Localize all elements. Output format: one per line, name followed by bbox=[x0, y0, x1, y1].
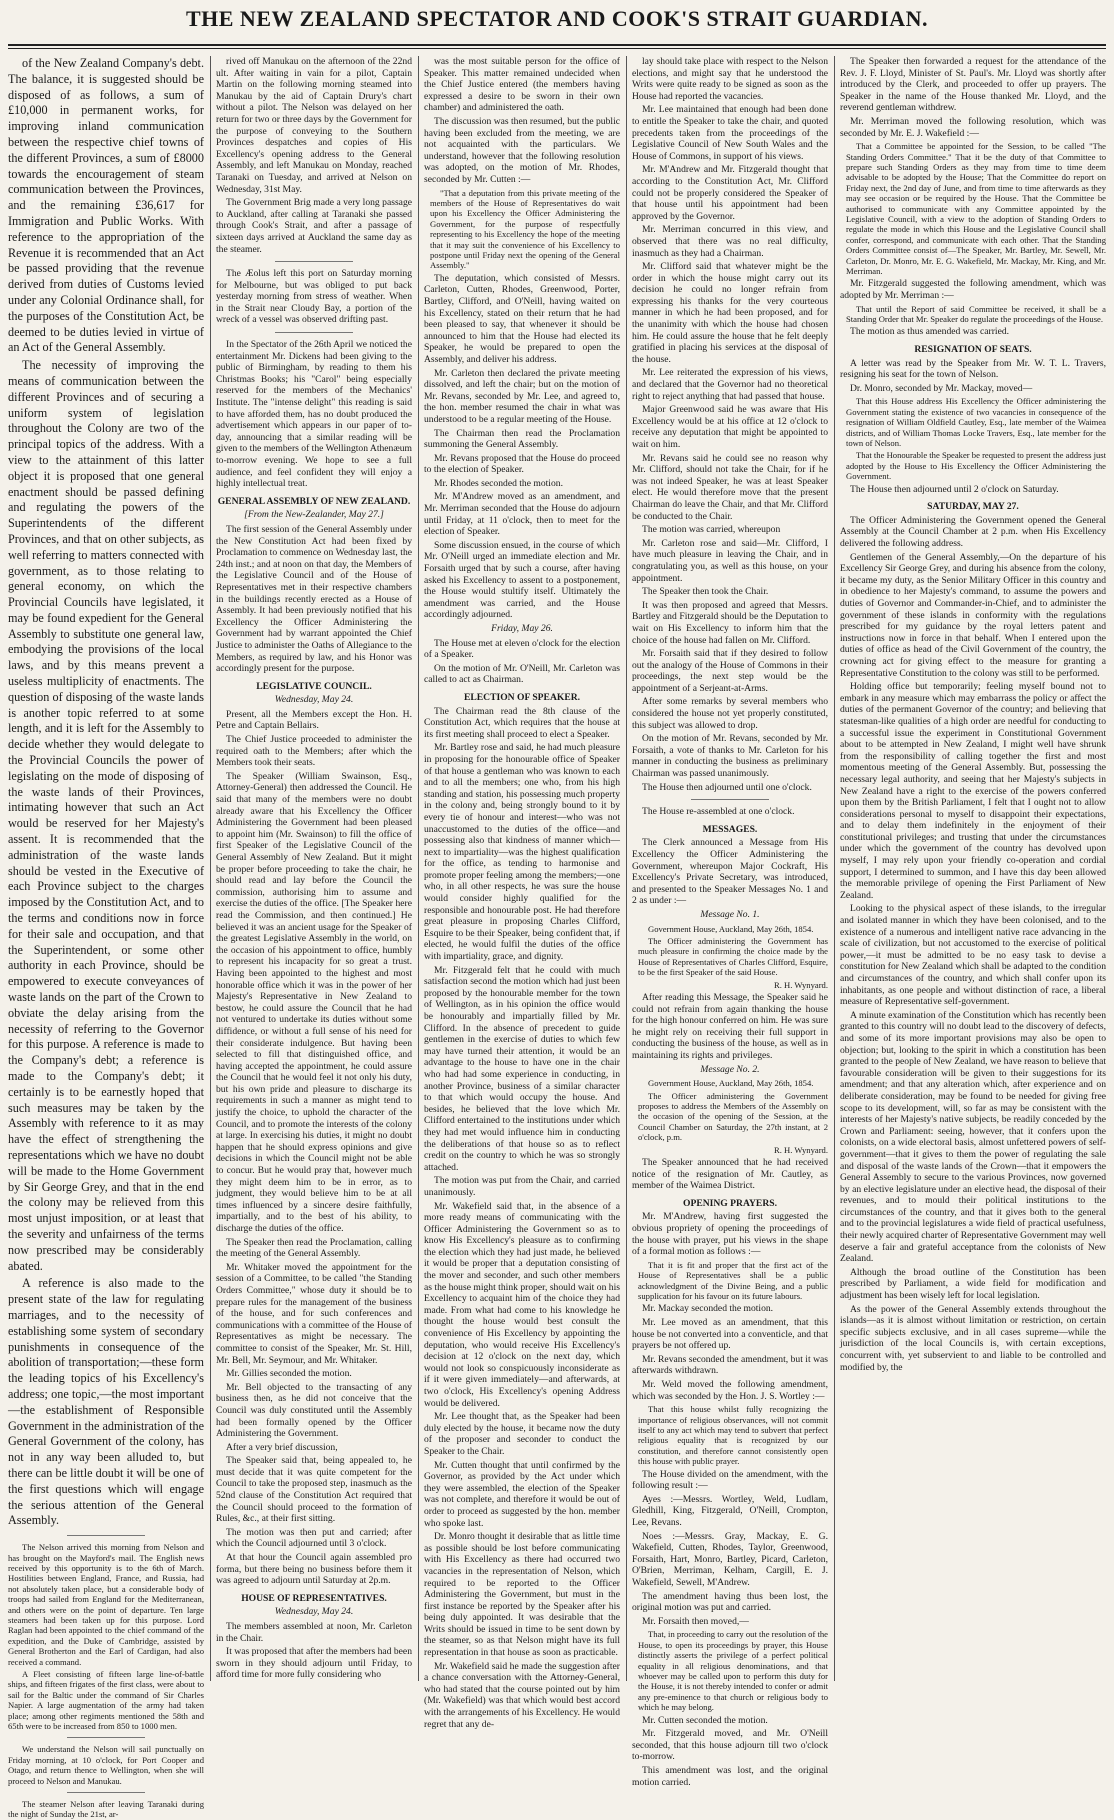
paragraph: Mr. Lee maintained that enough had been done to entitle the Speaker to take the chair, and quoted precedents taken from the proceedings of the Legislative Council of New South Wales and the House of Commons, in support of his views. bbox=[632, 104, 828, 162]
paragraph: The House met at eleven o'clock for the election of a Speaker. bbox=[424, 637, 620, 661]
paragraph: The House then adjourned until one o'clock. bbox=[642, 781, 812, 793]
paragraph: The steamer Nelson after leaving Taranaki during the night of Sunday the 21st, ar- bbox=[8, 1799, 204, 1820]
paragraph: Mr. Revans seconded the amendment, but it was afterwards withdrawn. bbox=[632, 1353, 828, 1377]
paragraph: Mr. M'Andrew, having first suggested the obvious propriety of opening the proceedings of the house with prayer, put his views in the shape of a formal motion as follows :— bbox=[632, 1211, 828, 1258]
paragraph: We understand the Nelson will sail punctually on Friday morning, at 10 o'clock, for Port Cooper and Otago, and return thence to Wellington, when she will proceed to Nelson and Manukau. bbox=[8, 1744, 204, 1786]
section-heading: ELECTION OF SPEAKER. bbox=[463, 691, 581, 703]
paragraph: Mr. Carleton rose and said—Mr. Clifford, I have much pleasure in leaving the Chair, and in congratulating you, as well as this house, on your appointment. bbox=[632, 537, 828, 584]
paragraph: Major Greenwood said he was aware that His Excellency would be at his office at 12 o'clock to receive any deputation that might be appointed to wait on him. bbox=[632, 404, 828, 450]
message-signature: R. H. Wynyard. bbox=[774, 1144, 828, 1155]
paragraph: A Fleet consisting of fifteen large line-of-battle ships, and fifteen frigates of the first class, were about to sail for the Baltic under the command of Sir Charles Napier. A large augmentation of the army had taken place; among other regiments mentioned the 58th and 65th were to be increased from 850 to 1000 men. bbox=[8, 1668, 204, 1732]
paragraph: rived off Manukau on the afternoon of the 22nd ult. After waiting in vain for a pilot, Captain Martin on the following morning steamed into Manukau by the aid of Captain Drury's chart without a pilot. The Nelson was delayed on her return for two or three days by the Government for the purpose of conveying to the Southern Provinces despatches and copies of His Excellency's opening address to the General Assembly, and left Manukau on Monday, reached Taranaki on Tuesday, and arrived at Nelson on Wednesday, 31st May. bbox=[216, 56, 412, 195]
paragraph: On the motion of Mr. O'Neill, Mr. Carleton was called to act as Chairman. bbox=[424, 662, 620, 686]
masthead: THE NEW ZEALAND SPECTATOR AND COOK'S STRAIT GUARDIAN. bbox=[185, 6, 929, 31]
section-heading: HOUSE OF REPRESENTATIVES. bbox=[241, 1592, 387, 1604]
paragraph: Mr. Wakefield said that, in the absence of a more ready means of communicating with the Officer Administering the Government so as to know His Excellency's pleasure as to confirming the election which they had just made, he believed it would be proper that a deputation consisting of the mover and seconder, and such other members as the house might think proper, should wait on his Excellency to acquaint him of the choice they had made. From what had come to his knowledge he thought the house would best consult the convenience of His Excellency by appointing the deputation, who would receive His Excellency's decision at 12 o'clock on the next day, which would not look so conspicuously inconsiderate as if it were given immediately—and afterwards, at two o'clock, His Excellency's opening Address would be delivered. bbox=[424, 1200, 620, 1409]
paragraph: of the New Zealand Company's debt. The balance, it is suggested should be disposed of as follows, a sum of £10,000 in permanent works, for improving inland communication between the respective chief towns of the different Provinces, a sum of £8000 towards the encouragement of steam communication between the Provinces, and the remaining £36,617 for Immigration and Public Works. With reference to the appropriation of the Revenue it is recommended that an Act be passed providing that the revenue derived from duties of Customs levied under any Colonial Ordinance shall, for the purposes of the Constitution Act, be deemed to be duties levied in virtue of an Act of the General Assembly. bbox=[8, 56, 204, 355]
paragraph: The motion was put from the Chair, and carried unanimously. bbox=[424, 1175, 620, 1198]
section-heading: LEGISLATIVE COUNCIL. bbox=[256, 680, 372, 692]
divider bbox=[67, 1737, 145, 1738]
paragraph: After some remarks by several members who considered the house not yet properly constituted, this subject was allowed to drop. bbox=[632, 696, 828, 731]
paragraph: Ayes :—Messrs. Wortley, Weld, Ludlam, Gledhill, King, Fitzgerald, O'Neill, Crompton, Lee, Revans. bbox=[632, 1493, 828, 1528]
column-divider bbox=[834, 56, 835, 1681]
paragraph: Mr. M'Andrew and Mr. Fitzgerald thought that according to the Constitution Act, Mr. Clifford could not be properly considered the Speaker of that house until his appointment had been approved by the Governor. bbox=[632, 164, 828, 222]
paragraph: The Speaker announced that he had received notice of the resignation of Mr. Cautley, as member of the Waimea District. bbox=[632, 1157, 828, 1192]
divider bbox=[67, 1535, 145, 1536]
quoted-resolution: That it is fit and proper that the first act of the House of Representatives shall be a public acknowledgment of the Divine Being, and a public supplication for his favour on its future labours. bbox=[638, 1259, 828, 1301]
column-2 bbox=[216, 56, 412, 1681]
paragraph: Mr. Carleton then declared the private meeting dissolved, and left the chair; but on the motion of Mr. Revans, seconded by Mr. Lee, and agreed to, the hon. member resumed the chair in what was understood to be a regular meeting of the House. bbox=[424, 367, 620, 425]
paragraph: Mr. Lee moved as an amendment, that this house be not converted into a conventicle, and that prayers be not offered up. bbox=[632, 1316, 828, 1352]
message-body: The Officer administering the Government proposes to address the Members of the Assembly on the occasion of the opening of the Session, at the Council Chamber on Saturday, the 27th instant, at 2 o'clock, p.m. bbox=[638, 1090, 828, 1143]
paragraph: Although the broad outline of the Constitution has been prescribed by Parliament, a wide field for modification and adjustment has been wisely left for local legislation. bbox=[840, 1266, 1106, 1302]
paragraph: Dr. Monro thought it desirable that as little time as possible should be lost before communicating with His Excellency as there had occurred two vacancies in the representation of Nelson, which required to be reported to the Officer Administering the Government, but must in the first instance be reported by the Speaker after his being duly appointed. It was desirable that the Writs should be issued in time to be sent down by the steamer, so as that Nelson might have its full representation in that house as soon as practicable. bbox=[424, 1531, 620, 1659]
section-subheading: Wednesday, May 24. bbox=[274, 1606, 354, 1618]
paragraph: This amendment was lost, and the original motion carried. bbox=[632, 1764, 828, 1788]
divider bbox=[691, 799, 769, 800]
paragraph: Gentlemen of the General Assembly,—On the departure of his Excellency Sir George Grey, and during his absence from the colony, it became my duty, as the Senior Military Officer in this country and in obedience to her Majesty's command, to assume the powers and duties of Governor and Commander-in-Chief, and to administer the government of these islands in conformity with the regulations prescribed for my guidance by the royal letters patent and instructions now in force in that behalf. When I entered upon the duties of office as head of the Civil Government of the country, the crowning act for giving effect to the measure for granting a Representative Constitution to the colony was still to be performed. bbox=[840, 551, 1106, 679]
section-heading: OPENING PRAYERS. bbox=[683, 1197, 777, 1209]
paragraph: Dr. Monro, seconded by Mr. Mackay, moved— bbox=[850, 382, 1033, 394]
quoted-resolution: That the Honourable the Speaker be requested to present the address just adopted by the House to His Excellency the Officer Administering the Government. bbox=[846, 450, 1106, 482]
paragraph: The motion as thus amended was carried. bbox=[850, 326, 1010, 338]
paragraph: Mr. Merriman concurred in this view, and observed that there was no real difficulty, inasmuch as they had a Chairman. bbox=[632, 224, 828, 259]
paragraph: Mr. Fitzgerald suggested the following amendment, which was adopted by Mr. Merriman :— bbox=[840, 278, 1106, 302]
paragraph: Looking to the physical aspect of these islands, to the irregular and isolated manner in which they have been colonised, and to the existence of a numerous and intelligent native race advancing in the scale of civilization, but not accustomed to the exercise of political power,—it must be admitted to be no easy task to devise a constitution for New Zealand which shall be adapted to the condition and circumstances of the country, and which shall confer upon its inhabitants, as one people and without distinction of race, a liberal measure of Representative self-government. bbox=[840, 903, 1106, 1008]
paragraph: The motion was carried, whereupon bbox=[642, 524, 781, 536]
paragraph: Mr. Cutten seconded the motion. bbox=[642, 1714, 768, 1726]
section-heading: SATURDAY, MAY 27. bbox=[927, 501, 1019, 513]
paragraph: It was proposed that after the members had been sworn in they should adjourn until Friday, to afford time for more fully considering who bbox=[216, 1646, 412, 1681]
paragraph: A minute examination of the Constitution which has recently been granted to this country will no doubt lead to the discovery of defects, and some of its more important provisions may also be open to objection; but, looking to the spirit in which a constitution has been granted to the people of New Zealand, we have reason to believe that favourable consideration will be given to their suggestions for its amendment; and that any alteration which, after experience and on deliberate consideration, may be found to be needed for giving free scope to its development, will, so far as may be consistent with the interests of her Majesty's native subjects, be readily conceded by the Crown and Parliament: seeing, however, that it confers upon the colonists, on a wide electoral basis, almost unfettered powers of self-government—that it gives to them the power of regulating the sale and disposal of the waste lands of the Crown—that it empowers the General Assembly to secure to the various Provinces, now governed by an elective legislature under an elective head, the disposal of their revenues, and to mould their political institutions to the circumstances of the country, and that it gives both to the general and to the provincial legislatures a wide field of practical usefulness, their newly acquired charter of Representative Government may well deserve a fair and grateful acceptance from the colonists of New Zealand. bbox=[840, 1009, 1106, 1265]
paragraph: Mr. Bartley rose and said, he had much pleasure in proposing for the honourable office of Speaker of that house a gentleman who was known to each and to all the members; one who, from his high standing and station, his possessing much property in the colony and, being strongly bound to it by every tie of honour and interest—who was not unaccustomed to the duties of the office—and possessing also that kindness of manner which—next to impartiality—was the highest qualification for the office, as tending to harmonise and promote proper feeling among the members;—one who, in all other respects, he was sure the house would consider highly qualified for the responsible and honourable post. He had therefore great pleasure in proposing Charles Clifford, Esquire to be their Speaker, being confident that, if elected, he would fulfil the duties of the office with impartiality, grace, and dignity. bbox=[424, 742, 620, 963]
quoted-resolution: That until the Report of said Committee be received, it shall be a Standing Order that Mr. Speaker do regulate the proceedings of the House. bbox=[846, 303, 1106, 325]
paragraph: Mr. Forsaith said that if they desired to follow out the analogy of the House of Commons in their proceedings, the next step would be the appointment of a Serjeant-at-Arms. bbox=[632, 648, 828, 694]
quoted-resolution: That this House address His Excellency the Officer administering the Government stating the existence of two vacancies in consequence of the resignation of William Oldfield Cautley, Esq., late member of the Waimea districts, and of William Thomas Locke Travers, Esq., late member for the town of Nelson. bbox=[846, 396, 1106, 449]
column-divider bbox=[210, 56, 211, 1681]
paragraph: The necessity of improving the means of communication between the different Provinces and of securing a uniform system of legislation throughout the Colony are two of the principal topics of the address. With a view to the attainment of this latter object it is proposed that one general enactment should be passed defining and regulating the powers of the Superintendents of the different Provinces, and that on other subjects, as well referring to matters connected with government, as to those relating to general economy, on which the Provincial Councils have legislated, it may be found expedient for the General Assembly to substitute one general law, embodying the provisions of the local laws, and by this means prevent a useless multiplicity of enactments. The question of disposing of the waste lands is another topic referred to at some length, and it is left for the Assembly to decide whether they would delegate to the Provincial Councils the power of legislating on the mode of disposing of the waste lands of their Provinces, intimating however that such an Act would be reserved for her Majesty's assent. It is recommended that the administration of the waste lands should be vested in the Executive of each Province subject to the charges imposed by the Constitution Act, and to the terms and conditions now in force for their sale and occupation, and that the Superintendent, or some other authority in each Province, should be empowered to execute conveyances of waste lands on the part of the Crown to obviate the delay arising from the necessity of referring to the Governor for this purpose. A reference is made to the Company's debt; a reference is made to the Company's debt; it certainly is to be earnestly hoped that such measures may be taken by the Assembly with reference to it as may have the effect of strengthening the representations which we have no doubt will be made to the Home Government by Sir George Grey, and that in the end the colony may be relieved from this most unjust imposition, or at least that the severity and unfairness of the terms now prescribed may be considerably abated. bbox=[8, 358, 204, 1273]
paragraph: Mr. Lee reiterated the expression of his views, and declared that the Governor had no theoretical right to reject anything that had passed that house. bbox=[632, 367, 828, 402]
paragraph: Mr. Gillies seconded the motion. bbox=[226, 1368, 352, 1380]
paragraph: The House then adjourned until 2 o'clock on Saturday. bbox=[850, 483, 1059, 495]
paragraph: Mr. Bell objected to the transacting of any business then, as he did not conceive that the Council was duly constituted until the Assembly had been formally opened by the Officer Administering the Government. bbox=[216, 1381, 412, 1440]
section-heading: GENERAL ASSEMBLY OF NEW ZEALAND. bbox=[217, 495, 411, 507]
paragraph: The Officer Administering the Government opened the General Assembly at the Council Chamber at 2 p.m. when His Excellency delivered the following address. bbox=[840, 514, 1106, 550]
section-subheading: Friday, May 26. bbox=[491, 623, 553, 634]
divider bbox=[67, 1792, 145, 1793]
paragraph: Mr. Fitzgerald moved, and Mr. O'Neill seconded, that this house adjourn till two o'clock to-morrow. bbox=[632, 1728, 828, 1763]
message-signature: R. H. Wynyard. bbox=[774, 979, 828, 990]
paragraph: Mr. Forsaith then moved,— bbox=[642, 1615, 749, 1627]
paragraph: Mr. M'Andrew moved as an amendment, and Mr. Merriman seconded that the House do adjourn until Friday, at 11 o'clock, then to meet for the election of Speaker. bbox=[424, 491, 620, 538]
message-dateline: Government House, Auckland, May 26th, 1854. bbox=[648, 923, 814, 934]
message-heading: Message No. 2. bbox=[700, 1063, 760, 1075]
quoted-resolution: "That a deputation from this private meeting of the members of the House of Representatives do wait upon his Excellency the Officer Administering the Government, for the purpose of respectfully representing to his Excellency the hope of the meeting that it may suit the convenience of his Excellency to postpone until Friday next the opening of the General Assembly." bbox=[430, 187, 620, 271]
column-divider bbox=[626, 56, 627, 1681]
paragraph: Mr. Mackay seconded the motion. bbox=[642, 1303, 774, 1315]
paragraph: Mr. Clifford said that whatever might be the order in which the house might carry out its decision he could no longer refrain from expressing his thanks for the very courteous manner in which he had been proposed, and for the unanimity with which the house had chosen him. He could assure the house that he felt deeply gratified in placing his services at the disposal of the house. bbox=[632, 261, 828, 365]
paragraph: Some discussion ensued, in the course of which Mr. O'Neill urged an immediate election and Mr. Forsaith urged that by such a course, after having asked his Excellency to assent to a postponement, the House would stultify itself. Ultimately the amendment was carried, and the House accordingly adjourned. bbox=[424, 539, 620, 621]
paragraph: The Nelson arrived this morning from Nelson and has brought on the Mayford's mail. The English news received by this opportunity is to the 6th of March. Hostilities between England, France, and Russia, had not absolutely taken place, but a considerable body of troops had sailed from England for the Mediterranean, and others were on the point of departure. Ten large steamers had been taken up for this purpose. Lord Raglan had been appointed to the chief command of the expedition, and the Duke of Cambridge, assisted by General Brotherton and the Earl of Cardigan, had also received a command. bbox=[8, 1542, 204, 1667]
section-heading: RESIGNATION OF SEATS. bbox=[914, 344, 1032, 356]
paragraph: Noes :—Messrs. Gray, Mackay, E. G. Wakefield, Cutten, Rhodes, Taylor, Greenwood, Forsaith, Hart, Monro, Bartley, Picard, Carleton, O'Brien, Merriman, Kelham, Cargill, E. J. Wakefield, Sewell, M'Andrew. bbox=[632, 1530, 828, 1588]
paragraph: lay should take place with respect to the Nelson elections, and might say that he understood the Writs were quite ready to be signed as soon as the House had reported the vacancies. bbox=[632, 56, 828, 102]
paragraph: The Speaker said that, being appealed to, he must decide that it was quite competent for the Council to take the proposed step, inasmuch as the 52nd clause of the Constitution Act required that the Council should proceed to the formation of Rules, &c., at their first sitting. bbox=[216, 1455, 412, 1525]
paragraph: The Speaker then read the Proclamation, calling the meeting of the General Assembly. bbox=[216, 1236, 412, 1260]
quoted-resolution: That this house whilst fully recognizing the importance of religious observances, will not commit itself to any act which may tend to subvert that perfect religious equality that is recognized by our constitution, and therefore cannot consistently open this house with public prayer. bbox=[638, 1404, 828, 1467]
paragraph: The discussion was then resumed, but the public having been excluded from the meeting, we are not acquainted with the particulars. We understand, however that the following resolution was adopted, on the motion of Mr. Rhodes, seconded by Mr. Cutten :— bbox=[424, 115, 620, 185]
message-body: The Officer administering the Government has much pleasure in confirming the choice made by the House of Representatives of Charles Clifford, Esquire, to be the first Speaker of the said House. bbox=[638, 935, 828, 978]
message-dateline: Government House, Auckland, May 26th, 1854. bbox=[648, 1078, 814, 1089]
paragraph: The Clerk announced a Message from His Excellency the Officer Administering the Government, whereupon Major Cockraft, His Excellency's Private Secretary, was introduced, and presented to the Speaker Messages No. 1 and 2 as under :— bbox=[632, 837, 828, 907]
paragraph: Mr. Fitzgerald felt that he could with much satisfaction second the motion which had just been proposed by the honourable member for the town of Wellington, as in his opinion the office would be honourably and impartially filled by Mr. Clifford. In the absence of precedent to guide gentlemen in the exercise of duties to which few may have turned their attention, it would be an advantage to the house to have one in the chair who had had some experience in conducting, in another Province, business of a similar character to that which would occupy the house. And besides, he believed that the love which Mr. Clifford entertained to the institutions under which they had met would influence him in conducting the deliberations of that house so as to reflect credit on the country to which he was so strongly attached. bbox=[424, 964, 620, 1173]
paragraph: The Speaker (William Swainson, Esq., Attorney-General) then addressed the Council. He said that many of the members were no doubt already aware that his Excellency the Officer Administering the Government had been pleased to appoint him (Mr. Swainson) to fill the office of first Speaker of the Legislative Council of the General Assembly of New Zealand. But it might be proper before proceeding to take the chair, he should read and lay before the Council the commission, authorising him to assume and exercise the duties of the office. [The Speaker here read the Commission, and then continued.] He believed it was an ancient usage for the Speaker of the greatest Legislative Assembly in the world, on the occasion of his appointment to office, humbly to represent his incapacity for so great a trust. Having been appointed to the highest and most honorable office which it was in the power of her Majesty's Representative in New Zealand to bestow, he could assure the Council that he had not ventured to undertake its duties without some diffidence, or without a full sense of his need for their considerate indulgence. But having been selected to fill that distinguished office, and having accepted the appointment, he could assure the Council that he would feel it not only his duty, but his own pride and pleasure to discharge its requirements in such a manner as might tend to justify the choice, to uphold the character of the Council, and to promote the interests of the colony at large. In exercising his duties, it might no doubt happen that he should express opinions and give decisions in which the Council might not be able to concur. But he would pray that, however much they might deem him to be in error, as to judgment, they would believe him to be at all times influenced by a sincere desire faithfully, impartially, and to the best of his ability, to discharge the duties of the office. bbox=[216, 770, 412, 1234]
column-4 bbox=[632, 56, 828, 1788]
paragraph: The Speaker then took the Chair. bbox=[642, 586, 769, 598]
paragraph: Present, all the Members except the Hon. H. Petre and Captain Bellairs. bbox=[216, 708, 412, 732]
paragraph: Mr. Weld moved the following amendment, which was seconded by the Hon. J. S. Wortley :— bbox=[632, 1378, 828, 1402]
paragraph: The motion was then put and carried; after which the Council adjourned until 3 o'clock. bbox=[216, 1526, 412, 1550]
paragraph: Mr. Revans proposed that the House do proceed to the election of Speaker. bbox=[424, 452, 620, 476]
paragraph: A reference is also made to the present state of the law for regulating marriages, and to the necessity of establishing some system of secondary punishments in consequence of the abolition of transportation;—these form the leading topics of his Excellency's address; one topic,—the most important—the establishment of Responsible Government in the administration of the General Government of the colony, has not in any way been alluded to, but there can be little doubt it will be one of the first questions which will engage the serious attention of the General Assembly. bbox=[8, 1276, 204, 1528]
quoted-resolution: That a Committee be appointed for the Session, to be called "The Standing Orders Committee." That it be the duty of that Committee to prepare such Standing Orders as they may from time to time deem advisable to be adopted by the House; That the Committee do report on Friday next, the 2nd day of June, and from time to time afterwards as they may see occasion or be required by the House. That the Committee be authorised to communicate with any Committee appointed by the Legislative Council, with a view to the adoption of Standing Orders to regulate the mode in which this House and the Legislative Council shall confer, correspond, and communicate with each other. That the Standing Orders Committee consist of—The Speaker, Mr. Bartley, Mr. Sewell, Mr. Carleton, Dr. Monro, Mr. E. G. Wakefield, Mr. Mackay, Mr. King, and Mr. Merriman. bbox=[846, 141, 1106, 277]
column-3 bbox=[424, 56, 620, 1730]
paragraph: The Speaker then forwarded a request for the attendance of the Rev. J. F. Lloyd, Minister of St. Paul's. Mr. Lloyd was shortly after introduced by the Clerk, and proceeded to offer up prayers. The Speaker in the name of the House thanked Mr. Lloyd, and the reverend gentleman withdrew. bbox=[840, 56, 1106, 114]
paragraph: The Chairman read the 8th clause of the Constitution Act, which requires that the house at its first meeting shall proceed to elect a Speaker. bbox=[424, 705, 620, 740]
paragraph: The House divided on the amendment, with the following result :— bbox=[632, 1468, 828, 1492]
paragraph: After a very brief discussion, bbox=[226, 1441, 338, 1453]
section-subheading: [From the New-Zealander, May 27.] bbox=[244, 509, 384, 521]
section-heading: MESSAGES. bbox=[702, 823, 758, 835]
paragraph: At that hour the Council again assembled pro forma, but there being no business before them it was agreed to adjourn until Saturday at 2p.m. bbox=[216, 1552, 412, 1587]
divider bbox=[275, 261, 353, 262]
masthead-rule bbox=[8, 44, 1106, 46]
paragraph: After reading this Message, the Speaker said he could not refrain from again thanking the house for the high honour conferred on him. He was sure he might rely on receiving their full support in conducting the business of the house, as well as in maintaining its rights and privileges. bbox=[632, 992, 828, 1061]
paragraph: The deputation, which consisted of Messrs. Carleton, Cutten, Rhodes, Greenwood, Porter, Bartley, Clifford, and O'Neill, having waited on his Excellency, stated on their return that he had been pleased to say, that whenever it should be announced to him that the House had elected its Speaker, he would be prepared to open the Assembly, and deliver his address. bbox=[424, 272, 620, 365]
paragraph: The first session of the General Assembly under the New Constitution Act had been fixed by Proclamation to commence on Wednesday last, the 24th inst.; and at noon on that day, the Members of the Legislative Council and of the House of Representatives met in their respective chambers in the buildings recently erected as a House of Assembly. It had been previously notified that his Excellency the Officer Administering the Government had by warrant appointed the Chief Justice to administer the Oaths of Allegiance to the Members, as required by law, and his Honor was accordingly present for the purpose. bbox=[216, 523, 412, 675]
paragraph: As the power of the General Assembly extends throughout the islands—as it is almost without limitation or restriction, on certain specific subjects exclusive, and in all cases supreme—while the jurisdiction of the local Councils is, with certain exceptions, concurrent with, yet subservient to and liable to be controlled and modified by, the bbox=[840, 1303, 1106, 1373]
paragraph: The amendment having thus been lost, the original motion was put and carried. bbox=[632, 1590, 828, 1614]
paragraph: Mr. Merriman moved the following resolution, which was seconded by Mr. E. J. Wakefield :— bbox=[840, 115, 1106, 139]
paragraph: The Government Brig made a very long passage to Auckland, after calling at Taranaki she passed through Cook's Strait, and after a passage of sixteen days arrived at Auckland the same day as the steamer. bbox=[216, 197, 412, 255]
divider bbox=[275, 332, 353, 333]
quoted-resolution: That, in proceeding to carry out the resolution of the House, to open its proceedings by prayer, this House distinctly asserts the privilege of a perfect political equality in all religious denominations, and that whoever may be called upon to perform this duty for the House, it is not thereby intended to confer or admit any pre-eminence to that church or religious body to which he may belong. bbox=[638, 1629, 828, 1713]
paragraph: In the Spectator of the 26th April we noticed the entertainment Mr. Dickens had been giving to the public of Birmingham, by reading to them his Christmas Books; his "Carol" being especially reserved for the members of the Mechanics' Institute. The "intense delight" this reading is said to have afforded them, has no doubt produced the advertisement which appears in our paper of to-day, announcing that a similar reading will be given to the members of the Wellington Athenæum to-morrow evening. We hope to see a full audience, and feel confident they will enjoy a highly intellectual treat. bbox=[216, 339, 412, 490]
paragraph: Mr. Whitaker moved the appointment for the session of a Committee, to be called "the Standing Orders Committee," whose duty it should be to prepare rules for the management of the business of the house, and for such conferences and communications with a committee of the House of Representatives as might be necessary. The committee to consist of the Speaker, Mr. St. Hill, Mr. Bell, Mr. Seymour, and Mr. Whitaker. bbox=[216, 1261, 412, 1366]
paragraph: The House re-assembled at one o'clock. bbox=[642, 806, 795, 818]
paragraph: On the motion of Mr. Revans, seconded by Mr. Forsaith, a vote of thanks to Mr. Carleton for his manner in conducting the business as preliminary Chairman was passed unanimously. bbox=[632, 733, 828, 780]
section-subheading: Wednesday, May 24. bbox=[274, 694, 354, 706]
column-1 bbox=[8, 56, 204, 1820]
message-heading: Message No. 1. bbox=[700, 908, 760, 920]
paragraph: The Chairman then read the Proclamation summoning the General Assembly. bbox=[424, 427, 620, 451]
column-5 bbox=[840, 56, 1106, 1681]
paragraph: Mr. Revans said he could see no reason why Mr. Clifford, should not take the Chair, for if he was not indeed Speaker, he was at least Speaker elect. He would therefore move that the present Chairman do leave the Chair, and that Mr. Clifford be conducted to the Chair. bbox=[632, 452, 828, 522]
paragraph: Mr. Rhodes seconded the motion. bbox=[434, 477, 563, 489]
paragraph: A letter was read by the Speaker from Mr. W. T. L. Travers, resigning his seat for the town of Nelson. bbox=[840, 357, 1106, 381]
paragraph: Holding office but temporarily; feeling myself bound not to embark in any measure which may embarrass the policy or affect the duties of the permanent Governor of the country; and believing that statesman-like qualities of a high order are needful for conducting to a successful issue the experiment in Constitutional Government about to be attempted in New Zealand, I might well have shrunk from the responsibility of calling together the first and most momentous meeting of the General Assembly. But, possessing the necessary legal authority, and seeing that her Majesty's subjects in New Zealand have a right to the exercise of the powers conferred upon them by the British Parliament, I felt that I ought not to allow considerations personal to myself to disappoint their expectations, and to delay them indefinitely in the enjoyment of their constitutional privileges; and trusting that under the circumstances under which the government of the country has devolved upon myself, I may rely upon your friendly co-operation and cordial support, I determined to summon, and I have this day been allowed the memorable privilege of opening the First Parliament of New Zealand. bbox=[840, 681, 1106, 901]
paragraph: It was then proposed and agreed that Messrs. Bartley and Fitzgerald should be the Deputation to wait on His Excellency to inform him that the choice of the house had fallen on Mr. Clifford. bbox=[632, 599, 828, 646]
paragraph: The members assembled at noon, Mr. Carleton in the Chair. bbox=[216, 1621, 412, 1644]
paragraph: Mr. Wakefield said he made the suggestion after a chance conversation with the Attorney-General, who had stated that the course pointed out by him (Mr. Wakefield) was that which would best accord with the arrangements of his Excellency. He would regret that any de- bbox=[424, 1660, 620, 1730]
column-divider bbox=[418, 56, 419, 1681]
paragraph: Mr. Lee thought that, as the Speaker had been duly elected by the house, it became now the duty of the proposer and seconder to conduct the Speaker to the Chair. bbox=[424, 1411, 620, 1457]
masthead-rule-thin bbox=[8, 48, 1106, 49]
paragraph: The Chief Justice proceeded to administer the required oath to the Members; after which the Members took their seats. bbox=[216, 734, 412, 769]
paragraph: Mr. Cutten thought that until confirmed by the Governor, as provided by the Act under which they were assembled, the election of the Speaker was not complete, and therefore it would be out of order to proceed as suggested by the hon. member who spoke last. bbox=[424, 1459, 620, 1529]
paragraph: was the most suitable person for the office of Speaker. This matter remained undecided when the Chief Justice entered (the members having expressed a desire to be sworn in their own chamber) and administered the oath. bbox=[424, 56, 620, 114]
paragraph: The Æolus left this port on Saturday morning for Melbourne, but was obliged to put back yesterday morning from stress of weather. When in the Strait near Cloudy Bay, a portion of the wreck of a vessel was observed drifting past. bbox=[216, 268, 412, 326]
